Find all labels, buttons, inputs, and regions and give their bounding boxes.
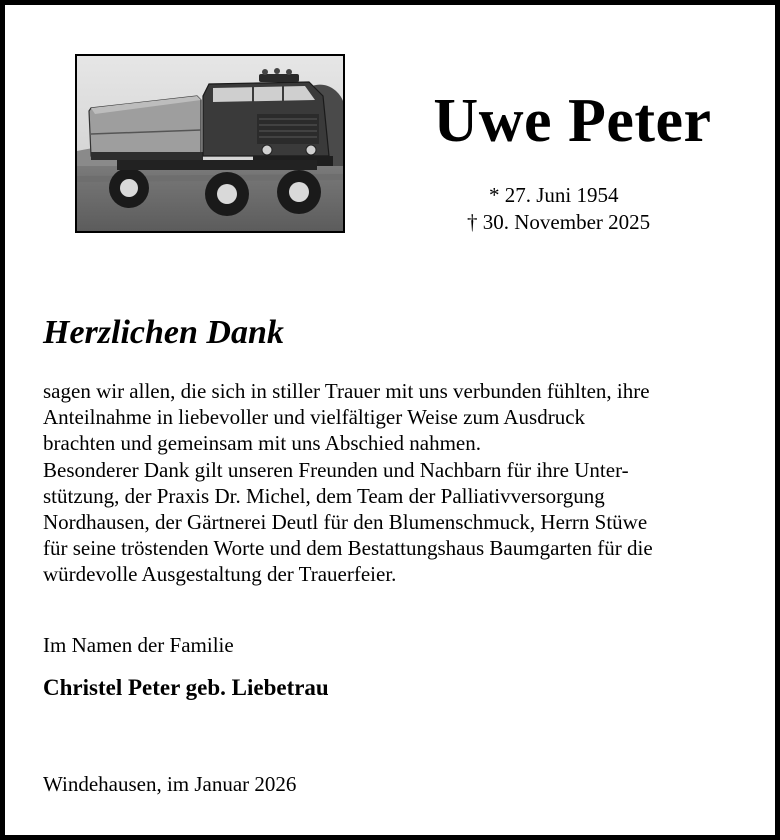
paragraph-1 — [43, 378, 763, 457]
paragraph-2 — [43, 457, 763, 588]
truck-image — [77, 56, 343, 231]
life-dates — [435, 182, 715, 236]
birth-date: * 27. Juni 1954 — [489, 183, 619, 207]
text-line: Nordhausen, der Gärtnerei Deutl für den Blumenschmuck, Herrn Stüwe — [43, 510, 648, 535]
text-line: würdevolle Ausgestaltung der Trauerfeier. — [43, 562, 397, 587]
death-date: † 30. November 2025 — [467, 210, 651, 234]
deceased-name: Uwe Peter — [433, 87, 712, 155]
text-line: sagen wir allen, die sich in stiller Trauer mit uns verbunden fühlten, ihre — [43, 379, 650, 403]
family-intro: Im Namen der Familie — [43, 633, 234, 657]
text-line: Anteilnahme in liebevoller und vielfältiger Weise zum Ausdruck — [43, 405, 586, 430]
signer-name: Christel Peter geb. Liebetrau — [43, 675, 329, 700]
truck-photo — [75, 54, 345, 233]
thanks-heading: Herzlichen Dank — [43, 314, 284, 351]
thanks-text — [43, 378, 763, 588]
text-line: brachten und gemeinsam mit uns Abschied nahmen. — [43, 431, 481, 456]
place-date: Windehausen, im Januar 2026 — [43, 772, 297, 796]
text-line: Besonderer Dank gilt unseren Freunden und Nachbarn für ihre Unter- — [43, 457, 629, 482]
text-line: stützung, der Praxis Dr. Michel, dem Team der Palliativversorgung — [43, 483, 605, 508]
text-line: für seine tröstenden Worte und dem Bestattungshaus Baumgarten für die — [43, 536, 653, 561]
